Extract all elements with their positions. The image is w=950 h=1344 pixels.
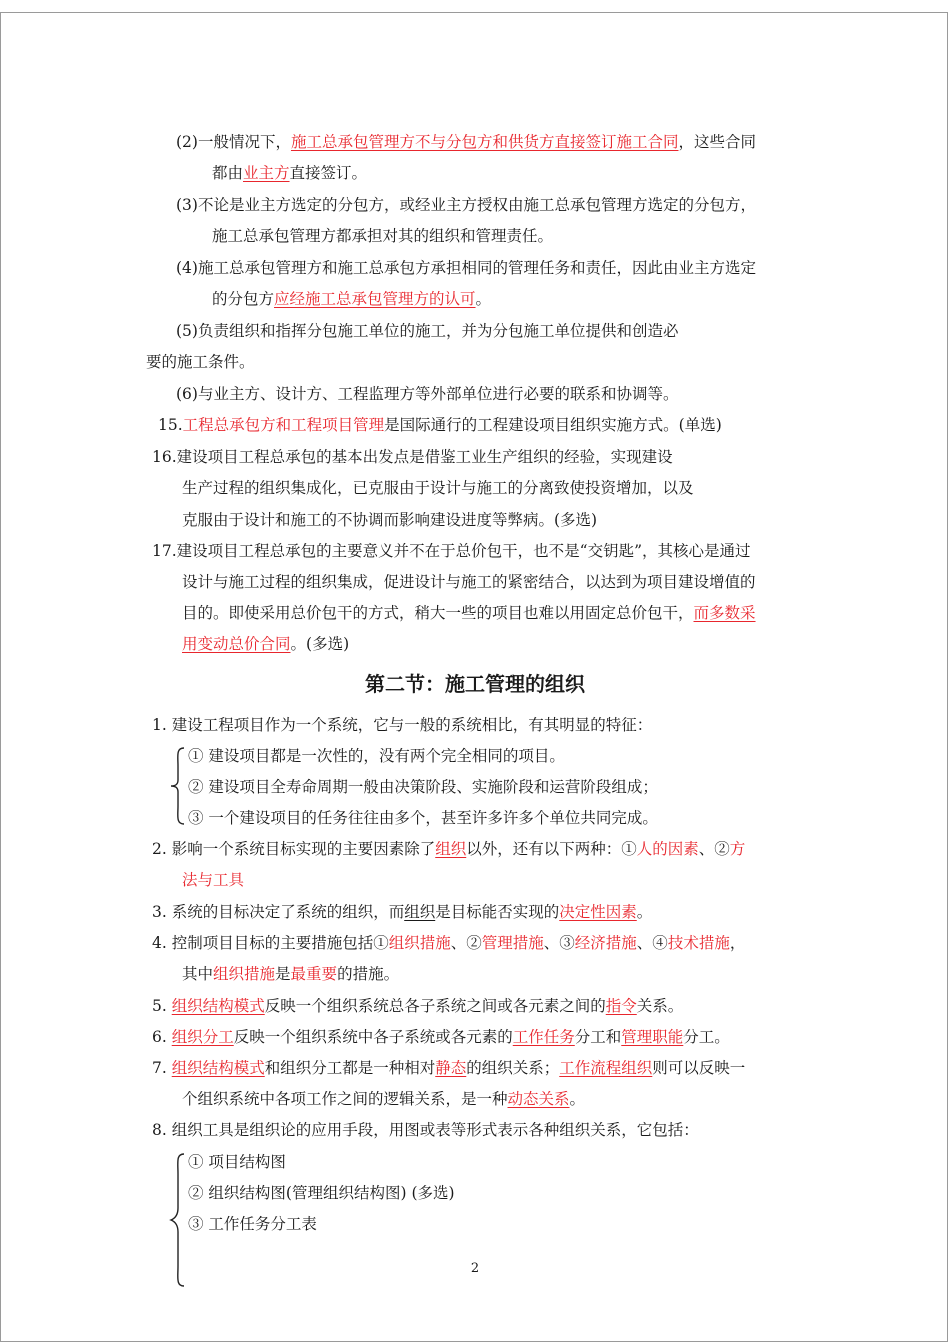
text-line xyxy=(146,350,255,374)
text-run: 组织 xyxy=(404,903,436,921)
text-line xyxy=(152,994,683,1018)
text-line xyxy=(176,256,756,280)
text-run: 要的施工条件。 xyxy=(146,353,255,371)
highlighted-term: 最重要 xyxy=(290,965,338,983)
text-run: 15. xyxy=(158,416,183,434)
highlighted-term: 技术措施 xyxy=(667,934,730,952)
text-run: 和组织分工都是一种相对 xyxy=(264,1059,436,1077)
text-run: (4)施工总承包管理方和施工总承包方承担相同的管理任务和责任，因此由业主方选定 xyxy=(176,259,756,277)
text-run: 其中 xyxy=(182,965,214,983)
text-run: (2)一般情况下， xyxy=(176,133,291,151)
highlighted-term: 组织结构模式 xyxy=(171,1059,265,1077)
text-run: (3)不论是业主方选定的分包方，或经业主方授权由施工总承包管理方选定的分包方， xyxy=(176,196,756,214)
text-line xyxy=(152,1025,730,1049)
text-line xyxy=(212,287,491,311)
highlighted-term: 组织分工 xyxy=(171,1028,234,1046)
text-run: 1. 建设工程项目作为一个系统，它与一般的系统相比，有其明显的特征： xyxy=(152,716,653,734)
text-line xyxy=(152,713,652,737)
text-run: ① 建设项目都是一次性的，没有两个完全相同的项目。 xyxy=(188,747,565,765)
text-line xyxy=(182,570,756,594)
text-line xyxy=(152,900,652,924)
page-number: 2 xyxy=(470,1261,480,1276)
text-line xyxy=(152,445,673,469)
text-run: 5. xyxy=(152,997,172,1015)
text-run: ① 项目结构图 xyxy=(188,1153,286,1171)
text-run: 、② xyxy=(698,840,730,858)
text-run: 克服由于设计和施工的不协调而影响建设进度等弊病。(多选) xyxy=(182,511,598,529)
text-line xyxy=(176,382,678,406)
text-run: ， xyxy=(729,934,746,952)
text-run: 。 xyxy=(569,1090,586,1108)
highlighted-term: 施工总承包管理方不与分包方和供货方直接签订施工合同 xyxy=(290,133,679,151)
text-run: 以外，还有以下两种：① xyxy=(466,840,637,858)
text-line xyxy=(188,1181,455,1205)
text-line xyxy=(188,744,565,768)
text-run: ③ 一个建设项目的任务往往由多个，甚至许多许多个单位共同完成。 xyxy=(188,809,658,827)
text-run: 16.建设项目工程总承包的基本出发点是借鉴工业生产组织的经验，实现建设 xyxy=(152,448,673,466)
highlighted-term: 法与工具 xyxy=(182,871,245,889)
text-run: (6)与业主方、设计方、工程监理方等外部单位进行必要的联系和协调等。 xyxy=(176,385,679,403)
text-run: 2. 影响一个系统目标实现的主要因素除了 xyxy=(152,840,436,858)
text-line xyxy=(152,1118,699,1142)
text-run: 分工和 xyxy=(574,1028,622,1046)
highlighted-term: 工作任务 xyxy=(512,1028,575,1046)
text-run: (5)负责组织和指挥分包施工单位的施工，并为分包施工单位提供和创造必 xyxy=(176,322,679,340)
text-run: 7. xyxy=(152,1059,172,1077)
text-run: 施工总承包管理方都承担对其的组织和管理责任。 xyxy=(212,227,554,245)
text-run: 、② xyxy=(450,934,482,952)
text-line xyxy=(152,931,745,955)
text-run: 是 xyxy=(275,965,291,983)
text-run: 3. 系统的目标决定了系统的组织，而 xyxy=(152,903,405,921)
text-run: 的组织关系； xyxy=(466,1059,560,1077)
text-line xyxy=(176,130,756,154)
text-run: ③ 工作任务分工表 xyxy=(188,1215,317,1233)
highlighted-term: 应经施工总承包管理方的认可 xyxy=(274,290,476,308)
highlighted-term: 管理职能 xyxy=(621,1028,684,1046)
section-title: 第二节：施工管理的组织 xyxy=(365,672,585,696)
brace-list-1 xyxy=(168,744,188,828)
text-line xyxy=(182,962,399,986)
text-line xyxy=(188,775,658,799)
highlighted-term: 工程总承包方和工程项目管理 xyxy=(182,416,385,434)
text-run: ② 组织结构图(管理组织结构图) (多选) xyxy=(188,1184,455,1202)
text-line xyxy=(182,632,349,656)
highlighted-term: 组织措施 xyxy=(213,965,276,983)
text-run: 的措施。 xyxy=(337,965,400,983)
text-line xyxy=(212,224,553,248)
highlighted-term: 组织结构模式 xyxy=(171,997,265,1015)
text-line xyxy=(176,319,678,343)
text-line xyxy=(212,161,367,185)
highlighted-term: 决定性因素 xyxy=(559,903,637,921)
text-line xyxy=(182,601,756,625)
highlighted-term: 而多数采 xyxy=(693,604,756,622)
text-run: 直接签订。 xyxy=(289,164,368,182)
text-run: 的分包方 xyxy=(212,290,275,308)
text-line xyxy=(188,806,658,830)
text-run: 反映一个组织系统总各子系统之间或各元素之间的 xyxy=(264,997,606,1015)
highlighted-term: 指令 xyxy=(605,997,637,1015)
highlighted-term: 业主方 xyxy=(243,164,290,182)
text-run: 、④ xyxy=(636,934,668,952)
text-run: 。 xyxy=(475,290,492,308)
highlighted-term: 组织措施 xyxy=(388,934,451,952)
text-run: 6. xyxy=(152,1028,172,1046)
text-run: 都由 xyxy=(212,164,244,182)
text-run: 是目标能否实现的 xyxy=(435,903,560,921)
text-run: 个组织系统中各项工作之间的逻辑关系，是一种 xyxy=(182,1090,508,1108)
text-run: 关系。 xyxy=(636,997,684,1015)
text-run: 。(多选) xyxy=(290,635,350,653)
text-line xyxy=(152,837,745,861)
text-line xyxy=(158,413,722,437)
highlighted-term: 方 xyxy=(729,840,746,858)
text-run: ，这些合同 xyxy=(678,133,756,151)
highlighted-term: 静态 xyxy=(435,1059,467,1077)
text-line xyxy=(188,1212,317,1236)
text-line xyxy=(182,508,597,532)
highlighted-term: 人的因素 xyxy=(636,840,699,858)
text-run: 目的。即使采用总价包干的方式，稍大一些的项目也难以用固定总价包干， xyxy=(182,604,694,622)
text-line xyxy=(176,193,756,217)
text-run: 是国际通行的工程建设项目组织实施方式。(单选) xyxy=(384,416,722,434)
highlighted-term: 工作流程组织 xyxy=(559,1059,653,1077)
highlighted-term: 用变动总价合同 xyxy=(182,635,291,653)
text-run: ② 建设项目全寿命周期一般由决策阶段、实施阶段和运营阶段组成； xyxy=(188,778,658,796)
text-run: 4. 控制项目目标的主要措施包括① xyxy=(152,934,389,952)
text-run: 17.建设项目工程总承包的主要意义并不在于总价包干，也不是“交钥匙”，其核心是通过 xyxy=(152,542,751,560)
text-run: 、③ xyxy=(543,934,575,952)
text-run: 分工。 xyxy=(683,1028,730,1046)
text-line xyxy=(152,539,751,563)
text-line xyxy=(188,1150,286,1174)
text-run: 反映一个组织系统中各子系统或各元素的 xyxy=(233,1028,513,1046)
text-run: 生产过程的组织集成化，已克服由于设计与施工的分离致使投资增加，以及 xyxy=(182,479,694,497)
highlighted-term: 经济措施 xyxy=(574,934,637,952)
text-run: 。 xyxy=(636,903,653,921)
text-line xyxy=(152,1056,745,1080)
text-run: 8. 组织工具是组织论的应用手段，用图或表等形式表示各种组织关系，它包括： xyxy=(152,1121,699,1139)
text-line xyxy=(182,1087,585,1111)
text-run: 则可以反映一 xyxy=(652,1059,746,1077)
highlighted-term: 管理措施 xyxy=(481,934,544,952)
highlighted-term: 组织 xyxy=(435,840,467,858)
text-run: 设计与施工过程的组织集成，促进设计与施工的紧密结合，以达到为项目建设增值的 xyxy=(182,573,756,591)
text-line xyxy=(182,868,244,892)
text-line xyxy=(182,476,694,500)
highlighted-term: 动态关系 xyxy=(507,1090,570,1108)
